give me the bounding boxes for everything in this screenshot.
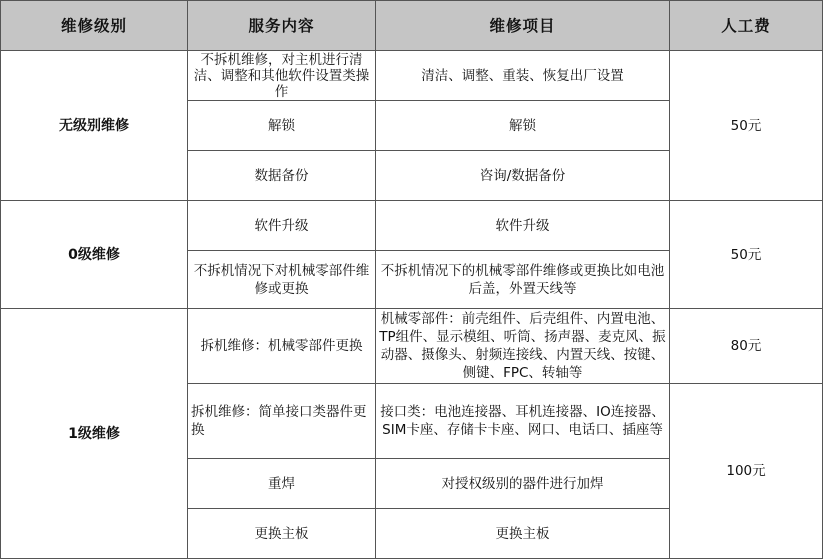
service-cell: 不拆机维修，对主机进行清洁、调整和其他软件设置类操作: [188, 51, 376, 101]
item-cell: 接口类：电池连接器、耳机连接器、IO连接器、SIM卡座、存储卡卡座、网口、电话口、插座等: [376, 384, 670, 459]
level-cell: 0级维修: [1, 201, 188, 309]
service-cell: 拆机维修：简单接口类器件更换: [188, 384, 376, 459]
item-cell: 清洁、调整、重装、恢复出厂设置: [376, 51, 670, 101]
fee-cell: 50元: [670, 201, 823, 309]
item-cell: 软件升级: [376, 201, 670, 251]
service-cell: 拆机维修：机械零部件更换: [188, 309, 376, 384]
header-service: 服务内容: [188, 1, 376, 51]
service-cell: 不拆机情况下对机械零部件维修或更换: [188, 251, 376, 309]
header-item: 维修项目: [376, 1, 670, 51]
table-row: [1, 309, 823, 384]
table-row: [1, 201, 823, 251]
item-cell: 不拆机情况下的机械零部件维修或更换比如电池后盖，外置天线等: [376, 251, 670, 309]
service-cell: 重焊: [188, 459, 376, 509]
service-cell: 软件升级: [188, 201, 376, 251]
level-cell: 无级别维修: [1, 51, 188, 201]
fee-cell: 50元: [670, 51, 823, 201]
item-cell: 咨询/数据备份: [376, 151, 670, 201]
service-cell: 数据备份: [188, 151, 376, 201]
level-cell: 1级维修: [1, 309, 188, 559]
item-cell: 机械零部件：前壳组件、后壳组件、内置电池、TP组件、显示模组、听筒、扬声器、麦克风、振动器、摄像头、射频连接线、内置天线、按键、侧键、FPC、转轴等: [376, 309, 670, 384]
header-row: [1, 1, 823, 51]
item-cell: 对授权级别的器件进行加焊: [376, 459, 670, 509]
fee-cell: 100元: [670, 384, 823, 559]
service-cell: 解锁: [188, 101, 376, 151]
header-fee: 人工费: [670, 1, 823, 51]
fee-cell: 80元: [670, 309, 823, 384]
item-cell: 更换主板: [376, 509, 670, 559]
table-row: [1, 51, 823, 101]
service-cell: 更换主板: [188, 509, 376, 559]
item-cell: 解锁: [376, 101, 670, 151]
header-level: 维修级别: [1, 1, 188, 51]
